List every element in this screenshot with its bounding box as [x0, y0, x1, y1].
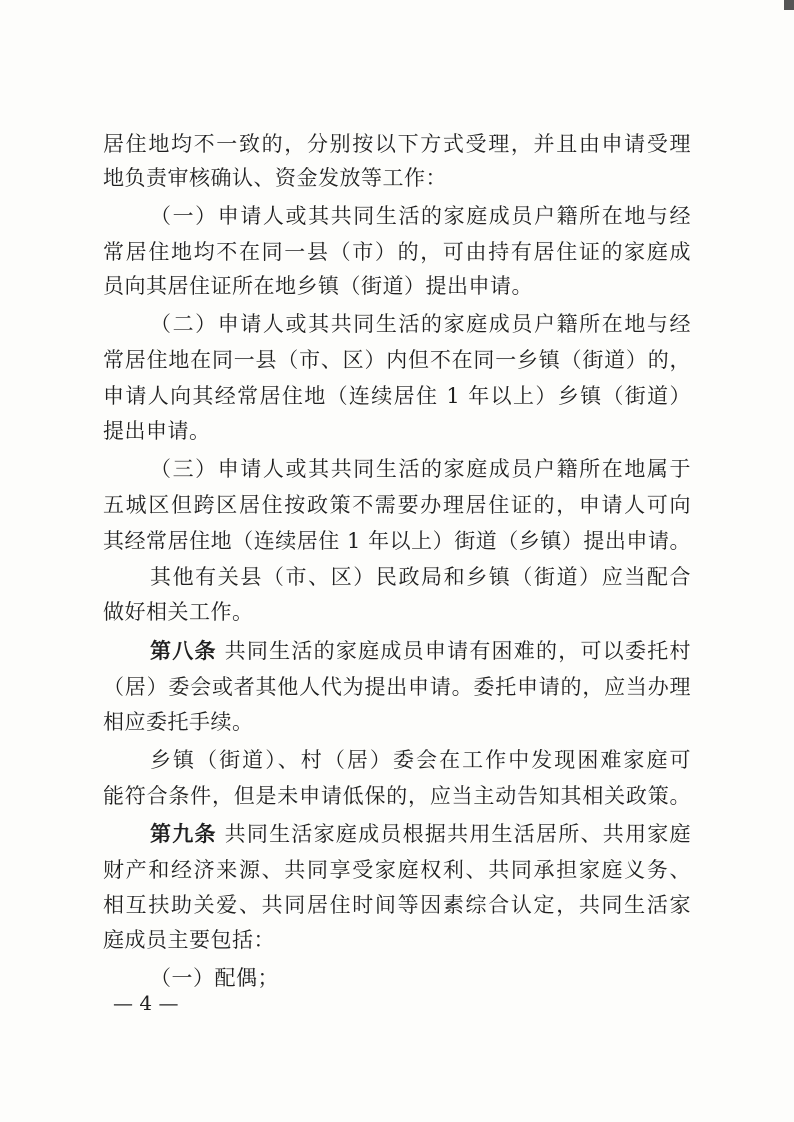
text-line: 共同生活家庭成员根据共用生活居所、共用家庭	[224, 822, 691, 846]
article-9-line	[150, 816, 691, 852]
text-line: 其他有关县（市、区）民政局和乡镇（街道）应当配合	[150, 565, 691, 589]
text-line: 相应委托手续。	[103, 710, 254, 734]
text-line: 庭成员主要包括：	[103, 928, 275, 952]
text-line: 相互扶助关爱、共同居住时间等因素综合认定，共同生活家	[103, 893, 691, 917]
text-line: 提出申请。	[103, 419, 211, 443]
text-line: （居）委会或者其他人代为提出申请。委托申请的，应当办理	[103, 675, 691, 699]
text-line: 财产和经济来源、共同享受家庭权利、共同承担家庭义务、	[103, 858, 691, 882]
page-number: — 4 —	[113, 991, 179, 1015]
text-line: 其经常居住地（连续居住 1 年以上）街道（乡镇）提出申请。	[103, 529, 691, 553]
text-line: （三）申请人或其共同生活的家庭成员户籍所在地属于	[150, 457, 691, 481]
scan-corner-mark	[784, 0, 794, 10]
article-9-heading: 第九条	[150, 821, 217, 846]
text-line: 五城区但跨区居住按政策不需要办理居住证的，申请人可向	[103, 493, 691, 517]
text-line: 乡镇（街道）、村（居）委会在工作中发现困难家庭可	[150, 748, 691, 772]
text-line: （一）配偶；	[150, 966, 279, 990]
text-line: 做好相关工作。	[103, 600, 254, 624]
text-line: （二）申请人或其共同生活的家庭成员户籍所在地与经	[150, 312, 691, 336]
article-8-line	[150, 633, 691, 669]
text-line: 常居住地在同一县（市、区）内但不在同一乡镇（街道）的，	[103, 348, 691, 372]
text-line: 地负责审核确认、资金发放等工作：	[103, 166, 447, 190]
text-line: 常居住地均不在同一县（市）的，可由持有居住证的家庭成	[103, 240, 691, 264]
text-line: 员向其居住证所在地乡镇（街道）提出申请。	[103, 274, 533, 298]
text-line: 能符合条件，但是未申请低保的，应当主动告知其相关政策。	[103, 784, 691, 808]
text-line: 共同生活的家庭成员申请有困难的，可以委托村	[224, 639, 691, 663]
text-line: 居住地均不一致的，分别按以下方式受理，并且由申请受理	[103, 132, 691, 156]
text-line: 申请人向其经常居住地（连续居住 1 年以上）乡镇（街道）	[103, 384, 691, 408]
text-line: （一）申请人或其共同生活的家庭成员户籍所在地与经	[150, 204, 691, 228]
article-8-heading: 第八条	[150, 638, 217, 663]
